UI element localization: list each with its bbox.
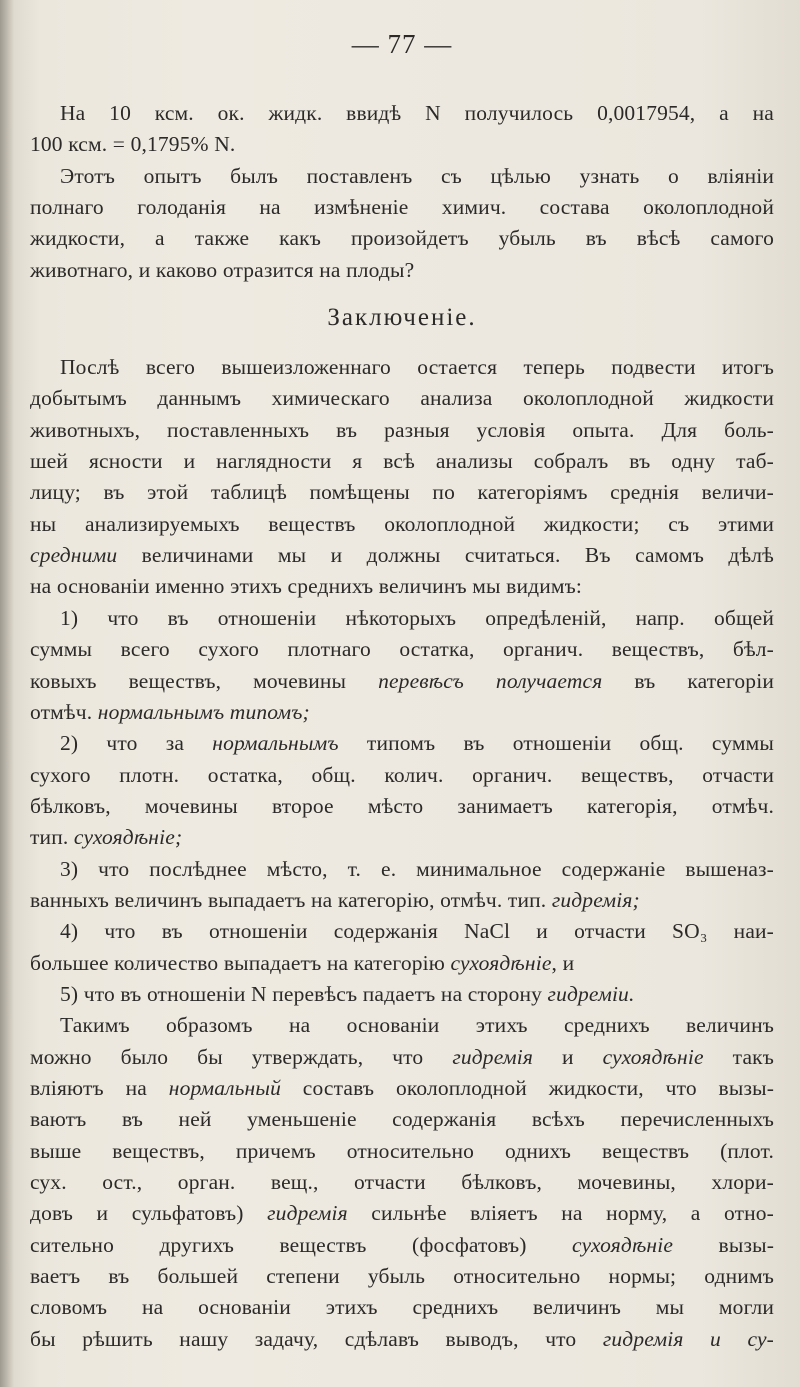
text-line (30, 540, 774, 571)
list-item-2 (30, 728, 774, 759)
text-run: типомъ въ отношеніи общ. суммы (338, 731, 774, 756)
text-run: ковыхъ веществъ, мочевины (30, 668, 379, 693)
text-line: ны анализируемыхъ веществъ околоплодной жидкости; съ этими (30, 511, 774, 536)
italic-term: сухоядѣніе; (73, 825, 183, 850)
italic-term: нормальный (168, 1075, 281, 1100)
text-run: сильнѣе вліяетъ на норму, а отно- (347, 1201, 774, 1226)
text-line (30, 1073, 774, 1104)
text-run: вызы- (673, 1232, 774, 1257)
section-heading: Заключеніе. (327, 304, 477, 332)
text-line: Этотъ опытъ былъ поставленъ съ цѣлью узнать о вліяніи (60, 163, 774, 188)
text-run: тип. (30, 825, 74, 850)
italic-term: гидреміи. (547, 981, 635, 1006)
text-line: шей ясности и наглядности я всѣ анализы собралъ въ одну таб- (30, 449, 774, 474)
text-line: добытымъ даннымъ химическаго анализа околоплодной жидкости (30, 386, 774, 411)
text-line: выше веществъ, причемъ относительно однихъ веществъ (плот. (30, 1138, 774, 1163)
italic-term: сухоядѣніе (602, 1044, 704, 1069)
text-line: лицу; въ этой таблицѣ помѣщены по категоріямъ среднія величи- (30, 480, 774, 505)
text-line (30, 1324, 774, 1355)
text-line: суммы всего сухого плотнаго остатка, органич. веществъ, бѣл- (30, 637, 774, 662)
text-line: Такимъ образомъ на основаніи этихъ среднихъ величинъ (60, 1013, 774, 1038)
text-line: сухого плотн. остатка, общ. колич. органич. веществъ, отчасти (30, 762, 774, 787)
text-line (30, 822, 774, 853)
book-spine-shadow (0, 0, 14, 1387)
text-line (30, 1042, 774, 1073)
text-line: ваетъ въ большей степени убыль относительно нормы; однимъ (30, 1264, 774, 1289)
text-line: животныхъ, поставленныхъ въ разныя условія опыта. Для боль- (30, 417, 774, 442)
list-item-1: 1) что въ отношеніи нѣкоторыхъ опредѣленій, напр. общей (60, 605, 774, 630)
italic-term: сухоядѣніе (572, 1232, 674, 1257)
italic-term: гидремія и су- (602, 1326, 774, 1351)
italic-term: гидремія; (551, 887, 640, 912)
text-line: животнаго, и каково отразится на плоды? (30, 257, 415, 282)
text-run: ванныхъ величинъ выпадаетъ на категорію, отмѣч. тип. (30, 887, 552, 912)
text-run: бы рѣшить нашу задачу, сдѣлавъ выводъ, что (30, 1326, 603, 1351)
text-run: можно было бы утверждать, что (30, 1044, 453, 1069)
text-line (30, 697, 774, 728)
text-line: 100 ксм. = 0,1795% N. (30, 132, 236, 157)
text-run: величинами мы и должны считаться. Въ самомъ дѣлѣ (117, 543, 774, 568)
list-item-4: 4) что въ отношеніи содержанія NaCl и отчасти SO₃ наи- (60, 919, 774, 944)
text-line: Послѣ всего вышеизложеннаго остается теперь подвести итогъ (60, 355, 774, 380)
text-line: на основаніи именно этихъ среднихъ величинъ мы видимъ: (30, 574, 582, 599)
text-line (30, 885, 774, 916)
text-run: 5) что въ отношеніи N перевѣсъ падаетъ на сторону (60, 981, 548, 1006)
italic-term: гидремія (267, 1201, 348, 1226)
text-line: жидкости, а также какъ произойдетъ убыль въ вѣсѣ самого (30, 226, 774, 251)
text-run: такъ (703, 1044, 774, 1069)
text-line: полнаго голоданія на измѣненіе химич. состава околоплодной (30, 195, 774, 220)
text-run: 2) что за (60, 731, 213, 756)
text-run: отмѣч. (30, 699, 98, 724)
italic-term: перевѣсъ получается (378, 668, 603, 693)
italic-term: сухоядѣніе (450, 950, 552, 975)
text-line (30, 1198, 774, 1229)
text-line: бѣлковъ, мочевины второе мѣсто занимаетъ категорія, отмѣч. (30, 793, 774, 818)
text-run: вліяютъ на (30, 1075, 169, 1100)
text-run: довъ и сульфатовъ) (30, 1201, 268, 1226)
italic-term: средними (30, 543, 118, 568)
list-item-3: 3) что послѣднее мѣсто, т. е. минимальное содержаніе вышеназ- (60, 856, 774, 881)
text-line (30, 666, 774, 697)
text-run: составъ околоплодной жидкости, что вызы- (280, 1075, 774, 1100)
text-line (30, 948, 774, 979)
list-item-5 (30, 979, 774, 1010)
text-line (30, 1230, 774, 1261)
italic-term: нормальнымъ типомъ; (97, 699, 310, 724)
text-line: словомъ на основаніи этихъ среднихъ величинъ мы могли (30, 1295, 774, 1320)
text-line: На 10 ксм. ок. жидк. ввидѣ N получилось 0,0017954, а на (60, 101, 774, 125)
text-run: и (533, 1044, 603, 1069)
text-run: сительно другихъ веществъ (фосфатовъ) (30, 1232, 573, 1257)
italic-term: нормальнымъ (212, 731, 339, 756)
page-number: — 77 — (351, 29, 453, 59)
page-text (30, 18, 774, 1355)
text-run: большее количество выпадаетъ на категорію (30, 950, 451, 975)
text-line: сух. ост., орган. вещ., отчасти бѣлковъ, мочевины, хлори- (30, 1170, 774, 1194)
text-line: ваютъ въ ней уменьшеніе содержанія всѣхъ перечисленныхъ (30, 1107, 774, 1132)
italic-term: гидремія (452, 1044, 533, 1069)
text-run: , и (551, 950, 575, 975)
text-run: въ категоріи (602, 668, 774, 693)
